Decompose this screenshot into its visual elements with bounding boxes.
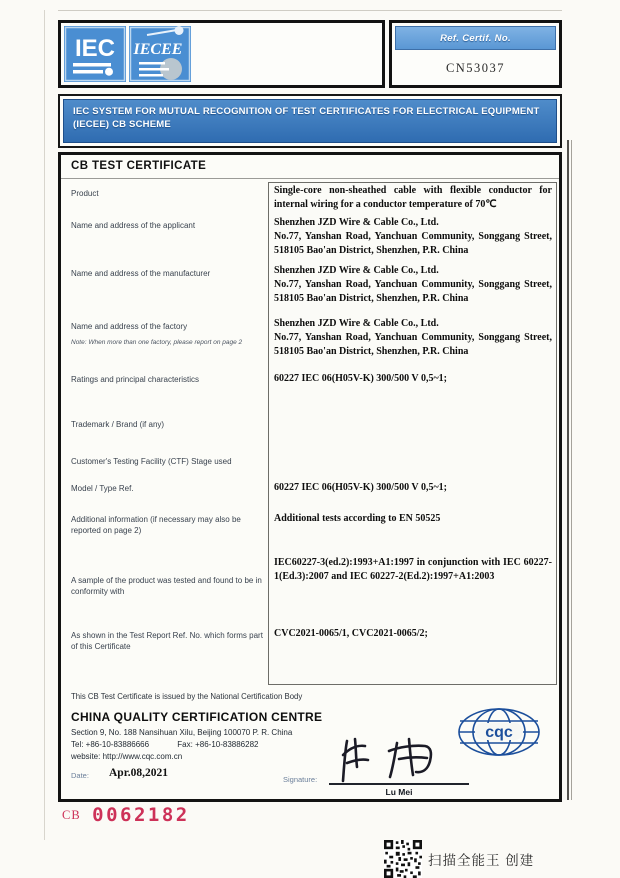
iecee-logo-icon [129, 26, 191, 82]
scheme-banner [58, 94, 562, 148]
cqc-logo-text: cqc [485, 724, 513, 741]
scan-artifact [567, 140, 569, 800]
field-value-factory [274, 317, 552, 360]
issued-by-statement: This CB Test Certificate is issued by the National Certification Body [71, 692, 303, 701]
field-value-ratings: 60227 IEC 06(H05V-K) 300/500 V 0,5~1; [274, 373, 447, 384]
field-label-factory: Name and address of the factory [71, 322, 188, 331]
factory-address: No.77, Yanshan Road, Yanchuan Community, Songgang Street, 518105 Bao'an District, Shenzhen, P.R. China [274, 332, 552, 358]
field-label-applicant: Name and address of the applicant [71, 221, 196, 230]
cb-serial-stamp [62, 804, 190, 826]
ref-certif-box [389, 20, 562, 88]
ref-certif-number: CN53037 [445, 61, 506, 75]
factory-note: Note: When more than one factory, please report on page 2 [71, 339, 243, 346]
ref-certif-label: Ref. Certif. No. [395, 26, 556, 50]
certificate-title: CB TEST CERTIFICATE [71, 160, 207, 172]
applicant-address: No.77, Yanshan Road, Yanchuan Community, Songgang Street, 518105 Bao'an District, Shenzhen, P.R. China [274, 231, 552, 257]
date-value: Apr.08,2021 [109, 767, 168, 779]
field-label-trademark: Trademark / Brand (if any) [71, 420, 165, 429]
signature-label: Signature: [283, 775, 318, 784]
svg-text:IECEE: IECEE [133, 41, 183, 58]
fax: Fax: +86-10-83886282 [177, 740, 259, 749]
signatory-name: Lu Mei [385, 787, 413, 797]
field-value-product: Single-core non-sheathed cable with flexible conductor for internal wiring for a conductor temperature of 70℃ [274, 185, 552, 211]
field-value-additional-info: Additional tests according to EN 50525 [274, 513, 441, 524]
certificate-body [58, 152, 562, 802]
manufacturer-address: No.77, Yanshan Road, Yanchuan Community, Songgang Street, 518105 Bao'an District, Shenzhen, P.R. China [274, 279, 552, 305]
field-value-model: 60227 IEC 06(H05V-K) 300/500 V 0,5~1; [274, 482, 447, 493]
certification-body-website: website: http://www.cqc.com.cn [71, 752, 183, 761]
field-label-ctf: Customer's Testing Facility (CTF) Stage used [71, 457, 232, 466]
applicant-company: Shenzhen JZD Wire & Cable Co., Ltd. [274, 217, 439, 228]
field-label-manufacturer: Name and address of the manufacturer [71, 269, 211, 278]
field-label-product: Product [71, 189, 99, 198]
scan-artifact [58, 10, 562, 11]
field-label-ratings: Ratings and principal characteristics [71, 375, 200, 384]
title-divider [61, 178, 559, 179]
manufacturer-company: Shenzhen JZD Wire & Cable Co., Ltd. [274, 265, 439, 276]
field-label-model: Model / Type Ref. [71, 484, 134, 493]
field-value-conformity: IEC60227-3(ed.2):1993+A1:1997 in conjunction with IEC 60227-1(Ed.3):2007 and IEC 60227-2(Ed.2):1997+A1:2003 [274, 557, 552, 583]
factory-company: Shenzhen JZD Wire & Cable Co., Ltd. [274, 318, 439, 329]
scheme-banner-text: IEC SYSTEM FOR MUTUAL RECOGNITION OF TEST CERTIFICATES FOR ELECTRICAL EQUIPMENT (IECEE) CB SCHEME [63, 99, 557, 143]
cqc-logo-icon [455, 707, 543, 759]
tel: Tel: +86-10-83886666 [71, 740, 150, 749]
qr-code-icon [384, 840, 422, 878]
field-label-additional-info: Additional information (if necessary may also be reported on page 2) [71, 515, 241, 535]
field-value-applicant [274, 216, 552, 259]
field-label-test-report: As shown in the Test Report Ref. No. which forms part of this Certificate [71, 631, 263, 651]
date-label: Date: [71, 771, 89, 780]
cb-serial-prefix: CB [62, 808, 81, 822]
field-value-manufacturer [274, 264, 552, 307]
svg-text:IEC: IEC [74, 35, 116, 62]
certification-body-phone [71, 740, 258, 749]
cb-serial-number: 0062182 [92, 804, 190, 826]
certification-body-name: CHINA QUALITY CERTIFICATION CENTRE [71, 710, 323, 724]
iec-logo-icon [64, 26, 126, 82]
field-label-conformity: A sample of the product was tested and found to be in conformity with [71, 576, 262, 596]
signature-line [329, 783, 469, 785]
field-value-test-report: CVC2021-0065/1, CVC2021-0065/2; [274, 628, 428, 639]
scan-artifact [571, 140, 572, 800]
scanner-app-note: 扫描全能王 创建 [428, 853, 535, 868]
certification-body-address: Section 9, No. 188 Nansihuan Xilu, Beijing 100070 P. R. China [71, 728, 293, 737]
scan-artifact [44, 10, 45, 840]
handwritten-signature [333, 735, 458, 783]
header-logos-box [58, 20, 385, 88]
